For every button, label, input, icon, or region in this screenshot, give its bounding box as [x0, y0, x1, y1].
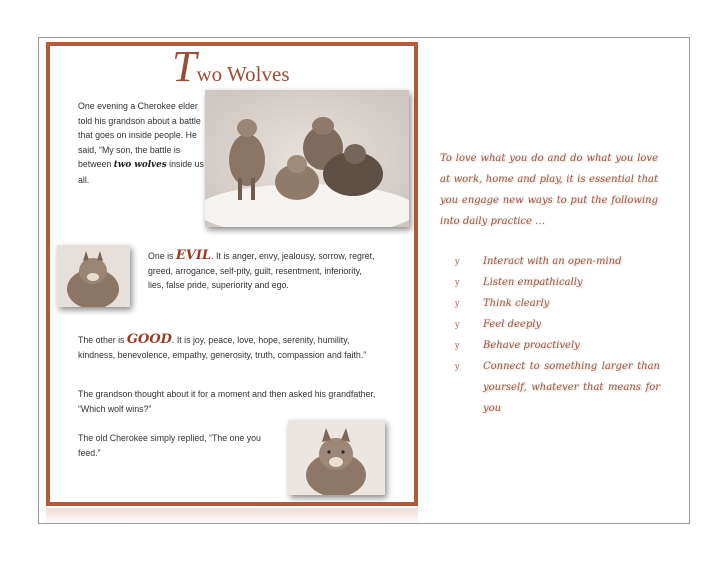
- title-rest: wo Wolves: [196, 62, 290, 86]
- wolf-closeup-photo: [288, 420, 385, 495]
- list-item-text: Behave proactively: [483, 340, 580, 351]
- bullet-icon: y: [455, 362, 460, 371]
- list-item: [455, 251, 660, 272]
- evil-lead: One is: [148, 251, 176, 261]
- list-item: [455, 335, 660, 356]
- list-item-text: Feel deeply: [483, 319, 542, 330]
- intro-paragraph: [78, 99, 204, 187]
- good-word: GOOD: [126, 332, 172, 347]
- list-item-text: Think clearly: [483, 298, 550, 309]
- intro-emphasis: two wolves: [113, 160, 167, 170]
- elder-reply: The old Cherokee simply replied, “The one you feed.”: [78, 433, 261, 458]
- list-item: [455, 356, 660, 419]
- intro-text-end: inside us all.: [78, 159, 204, 185]
- good-lead: The other is: [78, 335, 127, 345]
- bullet-icon: y: [455, 257, 460, 266]
- list-item-text: Connect to something larger than yourself, whatever that means for you: [483, 361, 660, 414]
- bullet-icon: y: [455, 299, 460, 308]
- bullet-icon: y: [455, 278, 460, 287]
- evil-word: EVIL: [175, 248, 212, 263]
- practice-intro: To love what you do and do what you love at work, home and play, it is essential that you engage new ways to put the following into daily practice …: [440, 153, 658, 227]
- list-item: [455, 293, 660, 314]
- bullet-icon: y: [455, 320, 460, 329]
- wolf-pack-photo: [205, 90, 409, 227]
- good-description: . It is joy, peace, love, hope, serenity, humility, kindness, benevolence, empathy, generosity, truth, compassion and faith.”: [78, 335, 367, 360]
- list-item-text: Listen empathically: [483, 277, 583, 288]
- wolf-portrait-photo: [57, 245, 130, 307]
- list-item-text: Interact with an open-mind: [483, 256, 622, 267]
- bullet-icon: y: [455, 341, 460, 350]
- page-title: [172, 42, 290, 91]
- evil-description: . It is anger, envy, jealousy, sorrow, regret, greed, arrogance, self-pity, guilt, resentment, inferiority, lies, false pride, superiority and ego.: [148, 251, 375, 290]
- intro-text: One evening a Cherokee elder told his grandson about a battle that goes on inside people. He said, “My son, the battle is between: [78, 101, 201, 169]
- grandson-question: The grandson thought about it for a moment and then asked his grandfather, “Which wolf wins?”: [78, 389, 376, 414]
- panel-reflection: [46, 508, 418, 524]
- practice-list: [455, 251, 660, 419]
- title-initial: T: [172, 42, 197, 91]
- evil-paragraph: [148, 249, 378, 293]
- good-paragraph: [78, 333, 388, 362]
- list-item: [455, 314, 660, 335]
- list-item: [455, 272, 660, 293]
